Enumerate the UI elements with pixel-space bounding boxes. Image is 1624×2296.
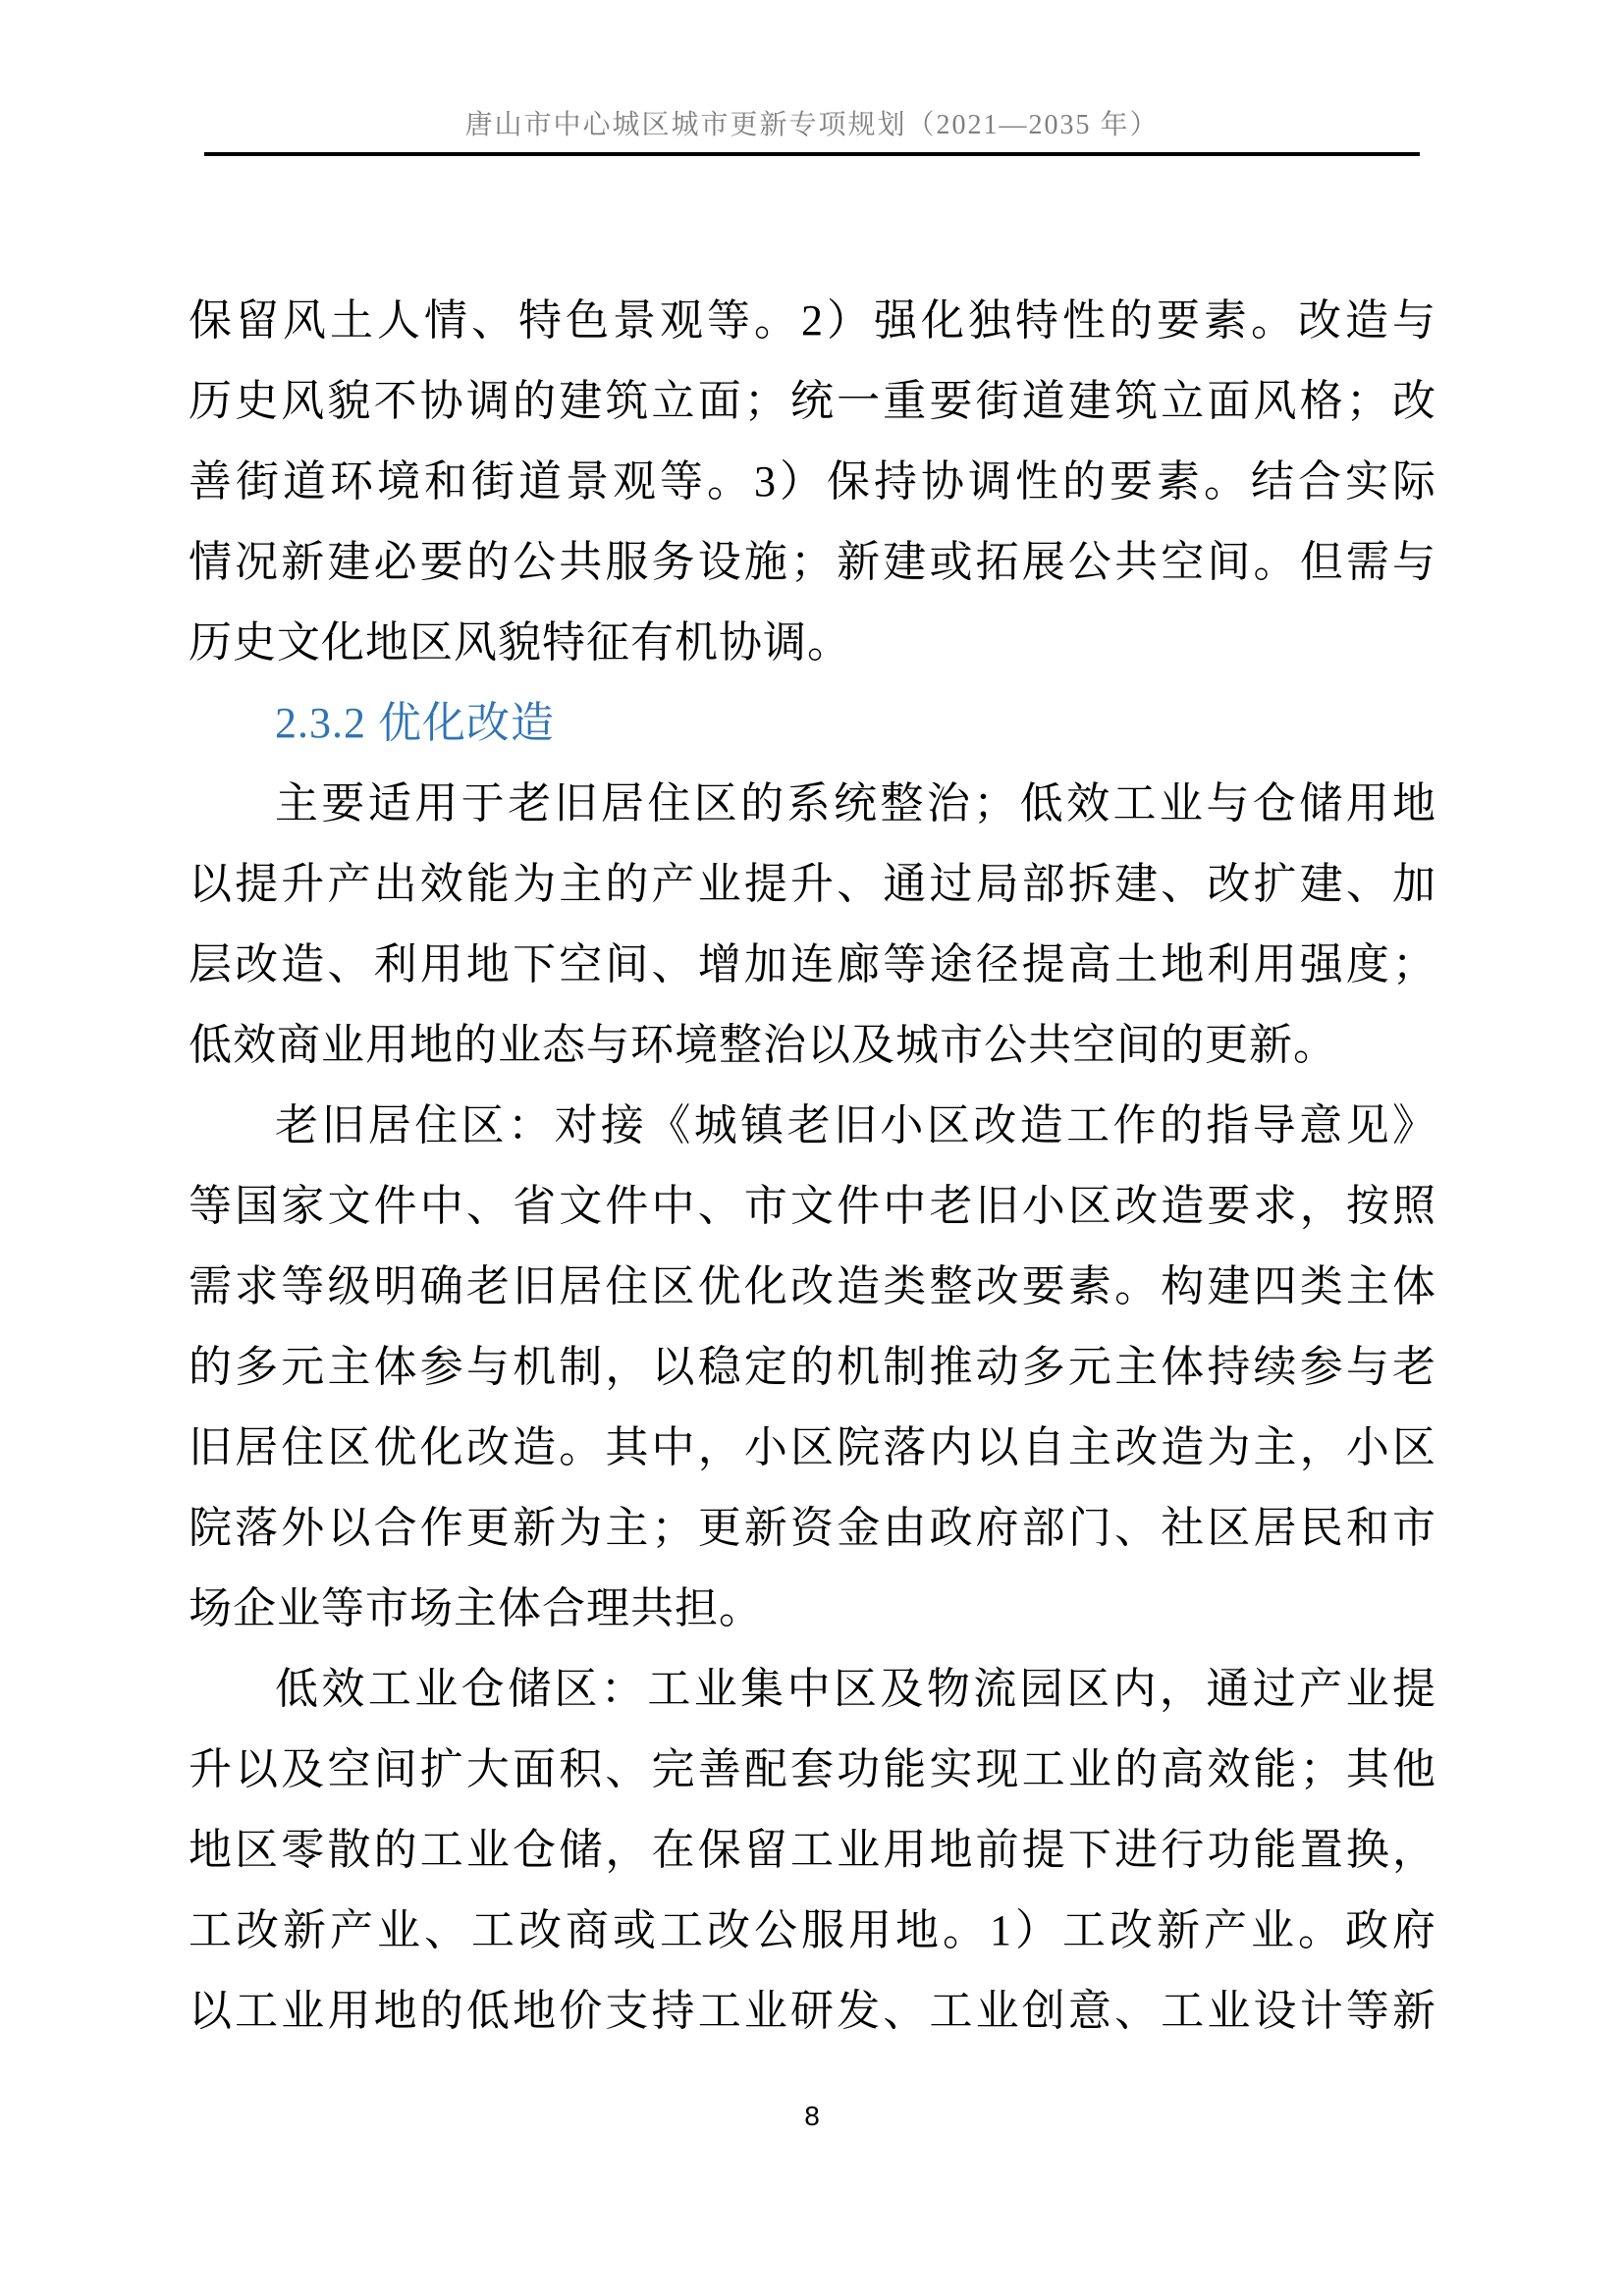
body-line: 需求等级明确老旧居住区优化改造类整改要素。构建四类主体 — [189, 1262, 1435, 1310]
body-line: 历史风貌不协调的建筑立面；统一重要街道建筑立面风格；改 — [189, 377, 1435, 425]
body-text — [189, 281, 1435, 2052]
body-line: 老旧居住区：对接《城镇老旧小区改造工作的指导意见》 — [275, 1101, 1435, 1149]
body-line: 历史文化地区风貌特征有机协调。 — [189, 618, 851, 667]
body-line: 以提升产出效能为主的产业提升、通过局部拆建、改扩建、加 — [189, 860, 1435, 908]
page-header — [0, 0, 1624, 156]
body-line: 场企业等市场主体合理共担。 — [189, 1584, 763, 1632]
section-heading-2-3-2: 2.3.2 优化改造 — [275, 699, 555, 747]
body-line: 工改新产业、工改商或工改公服用地。1）工改新产业。政府 — [189, 1906, 1435, 1954]
body-line: 情况新建必要的公共服务设施；新建或拓展公共空间。但需与 — [189, 538, 1435, 586]
header-title: 唐山市中心城区城市更新专项规划（2021—2035 年） — [464, 110, 1160, 140]
body-line: 院落外以合作更新为主；更新资金由政府部门、社区居民和市 — [189, 1504, 1435, 1552]
body-line: 低效工业仓储区：工业集中区及物流园区内，通过产业提 — [275, 1665, 1435, 1713]
body-line: 升以及空间扩大面积、完善配套功能实现工业的高效能；其他 — [189, 1745, 1435, 1793]
header-rule — [204, 152, 1420, 156]
body-line: 层改造、利用地下空间、增加连廊等途径提高土地利用强度； — [189, 940, 1435, 988]
body-line: 以工业用地的低地价支持工业研发、工业创意、工业设计等新 — [189, 1987, 1435, 2035]
body-line: 善街道环境和街道景观等。3）保持协调性的要素。结合实际 — [189, 457, 1435, 506]
body-line: 地区零散的工业仓储，在保留工业用地前提下进行功能置换， — [189, 1826, 1435, 1874]
body-line: 的多元主体参与机制，以稳定的机制推动多元主体持续参与老 — [189, 1343, 1435, 1391]
page-number: 8 — [804, 2101, 820, 2131]
body-line: 主要适用于老旧居住区的系统整治；低效工业与仓储用地 — [275, 779, 1435, 828]
body-line: 旧居住区优化改造。其中，小区院落内以自主改造为主，小区 — [189, 1423, 1435, 1471]
body-line: 保留风土人情、特色景观等。2）强化独特性的要素。改造与 — [189, 296, 1435, 345]
body-line: 低效商业用地的业态与环境整治以及城市公共空间的更新。 — [189, 1021, 1337, 1069]
body-line: 等国家文件中、省文件中、市文件中老旧小区改造要求，按照 — [189, 1182, 1435, 1230]
